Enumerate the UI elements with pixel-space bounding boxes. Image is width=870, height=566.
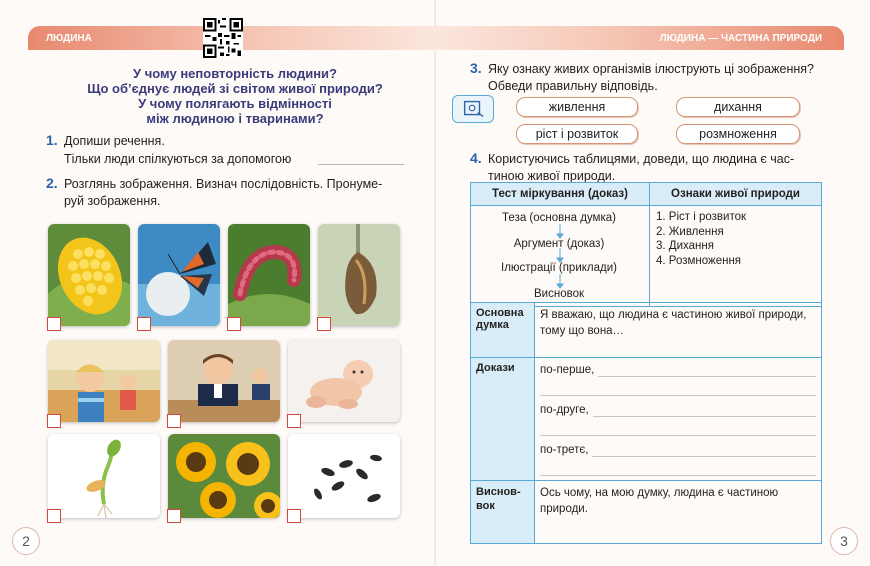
option-growth[interactable]: ріст і розвиток: [516, 124, 638, 144]
checkbox-toddler[interactable]: [47, 414, 61, 428]
checkbox-sunflowers[interactable]: [167, 509, 181, 523]
task-4: 4. Користуючись таблицями, доведи, що людина є час- тиною живої природи.: [470, 150, 795, 183]
photo-seeds: [288, 434, 400, 518]
conclusion-text: Ось чому, на мою думку, людина є частиною природи.: [535, 481, 822, 544]
checkbox-schoolboy[interactable]: [167, 414, 181, 428]
main-idea-text: Я вважаю, що людина є частиною живої природи, тому що вона…: [535, 303, 822, 358]
checkbox-baby[interactable]: [287, 414, 301, 428]
checkbox-eggs[interactable]: [47, 317, 61, 331]
photo-sprout: [48, 434, 160, 518]
option-nutrition[interactable]: живлення: [516, 97, 638, 117]
page-number-right: 3: [830, 527, 858, 555]
option-reproduction[interactable]: розмноження: [676, 124, 800, 144]
left-page: [0, 0, 434, 566]
label-proofs: Докази: [471, 358, 535, 481]
checkbox-seeds[interactable]: [287, 509, 301, 523]
signs-list: 1. Ріст і розвиток 2. Живлення 3. Дихання 4. Розмноження: [650, 206, 822, 307]
photo-schoolboy: [168, 340, 280, 422]
task-2: 2. Розглянь зображення. Визнач послідовність. Пронуме- руй зображення.: [46, 175, 383, 208]
photo-sunflowers: [168, 434, 280, 518]
left-header: ЛЮДИНА: [28, 26, 434, 50]
reasoning-steps: Теза (основна думка) Аргумент (доказ) Ілюстрації (приклади) Висновок: [471, 206, 650, 307]
proof-table: [470, 302, 822, 544]
photo-toddler: [48, 340, 160, 422]
task-1-sentence: Тільки люди спілкуються за допомогою: [64, 152, 292, 166]
table-header-signs: Ознаки живої природи: [650, 183, 822, 206]
task-1-answer-line[interactable]: [318, 164, 404, 165]
right-page: [436, 0, 870, 566]
main-question: У чому неповторність людини? Що об’єднує людей зі світом живої природи? У чому полягають відмінності між людиною і тваринами?: [87, 66, 383, 126]
qr-code-icon[interactable]: [203, 18, 243, 58]
checkbox-butterfly[interactable]: [137, 317, 151, 331]
checkbox-chrysalis[interactable]: [317, 317, 331, 331]
label-main-idea: Основна думка: [471, 303, 535, 358]
flow-arrows-icon: [555, 224, 565, 292]
right-header: ЛЮДИНА — ЧАСТИНА ПРИРОДИ: [436, 26, 844, 50]
photo-butterfly: [138, 224, 220, 326]
photo-caterpillar: [228, 224, 310, 326]
page-number-left: 2: [12, 527, 40, 555]
photo-eggs: [48, 224, 130, 326]
option-breathing[interactable]: дихання: [676, 97, 800, 117]
reasoning-table: [470, 182, 822, 307]
proofs-area[interactable]: по-перше, по-друге, по-третє,: [535, 358, 822, 481]
task-1: 1. Допиши речення.: [46, 132, 165, 148]
checkbox-caterpillar[interactable]: [227, 317, 241, 331]
photo-chrysalis: [318, 224, 400, 326]
photo-baby: [288, 340, 400, 422]
table-header-reasoning: Тест міркування (доказ): [471, 183, 650, 206]
image-task-icon: [452, 95, 494, 123]
checkbox-sprout[interactable]: [47, 509, 61, 523]
label-conclusion: Виснов- вок: [471, 481, 535, 544]
task-3: 3. Яку ознаку живих організмів ілюструють ці зображення? Обведи правильну відповідь.: [470, 60, 814, 93]
